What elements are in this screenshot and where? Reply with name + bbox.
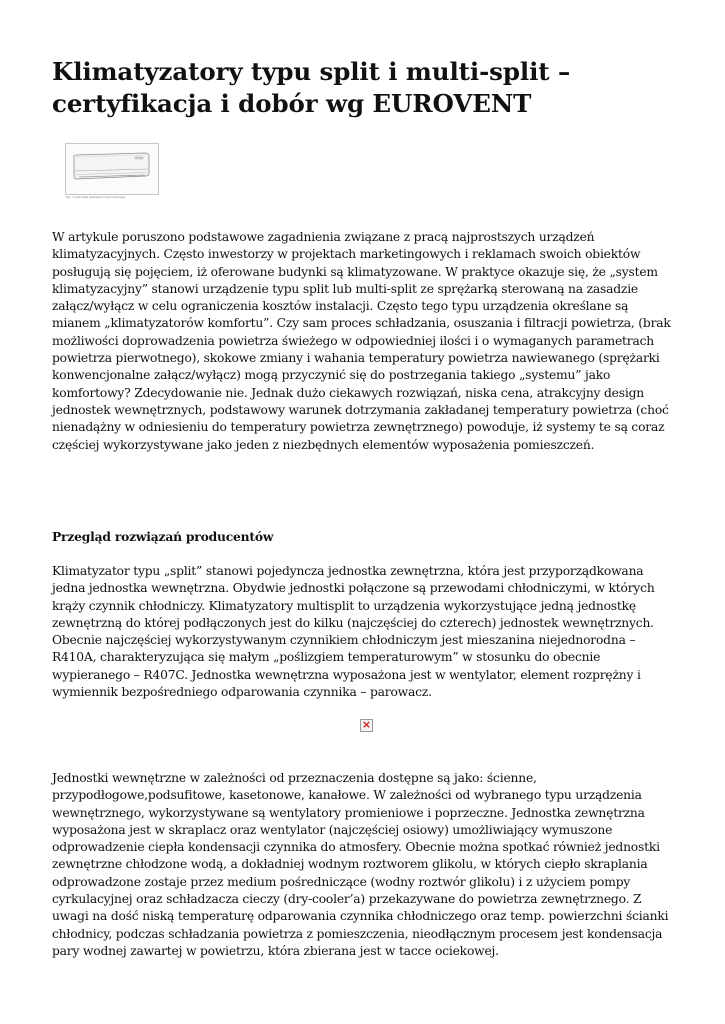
section-heading: Przegląd rozwiązań producentów <box>52 529 274 544</box>
section-paragraph-1: Klimatyzator typu „split” stanowi pojedyncza jednostka zewnętrzna, która jest przyporządkowana jedna jednostka wewnętrzna. Obydwie jednostki połączone są przewodami chłodniczymi, w których krąży czynnik chłodniczy. Klimatyzatory multisplit to urządzenia wykorzystujące jedną jednostkę zewnętrzną do której podłączonych jest do kilku (najczęściej do czterech) jednostek wewnętrznych. Obecnie najczęściej wykorzystywanym czynnikiem chłodniczym jest mieszanina niejednorodna – R410A, charakteryzująca się małym „poślizgiem temperaturowym” w stosunku do obecnie wypieranego – R407C. Jednostka wewnętrzna wyposażona jest w wentylator, element rozprężny i wymiennik bezpośredniego odparowania czynnika – parowacz. <box>52 564 655 700</box>
figure-caption: Rys. 1. Jednostka wewnętrzna typu ściennego <box>66 196 126 199</box>
air-conditioner-unit-image <box>71 151 151 187</box>
broken-image-cross: × <box>361 718 372 731</box>
article-figure <box>65 143 159 205</box>
intro-paragraph: W artykule poruszono podstawowe zagadnienia związane z pracą najprostszych urządzeń klimatyzacyjnych. Często inwestorzy w projektach marketingowych i reklamach swoich obiektów posługują się pojęciem, iż oferowane budynki są klimatyzowane. W praktyce okazuje się, że „system klimatyzacyjny” stanowi urządzenie typu split lub multi-split ze sprężarką sterowaną na zasadzie załącz/wyłącz w celu ograniczenia kosztów instalacji. Często tego typu urządzenia określane są mianem „klimatyzatorów komfortu”. Czy sam proces schładzania, osuszania i filtracji powietrza, (brak możliwości doprowadzenia powietrza świeżego w odpowiedniej ilości i o wymaganych parametrach powietrza pierwotnego), skokowe zmiany i wahania temperatury powietrza nawiewanego (sprężarki konwencjonalne załącz/wyłącz) mogą przyczynić się do postrzegania takiego „systemu” jako komfortowy? Zdecydowanie nie. Jednak dużo ciekawych rozwiązań, niska cena, atrakcyjny design jednostek wewnętrznych, podstawowy warunek dotrzymania zakładanej temperatury powietrza (choć nienadążny w odniesieniu do temperatury powietrza zewnętrznego) powoduje, iż systemy te są coraz częściej wykorzystywane jako jeden z niezbędnych elementów wyposażenia pomieszczeń. <box>52 230 671 452</box>
section-paragraph-2: Jednostki wewnętrzne w zależności od przeznaczenia dostępne są jako: ścienne, przypodłogowe,podsufitowe, kasetonowe, kanałowe. W zależności od wybranego typu urządzenia wewnętrznego, wykorzystywane są wentylatory promieniowe i poprzeczne. Jednostka zewnętrzna wyposażona jest w skraplacz oraz wentylator (najczęściej osiowy) umożliwiający wymuszone odprowadzenie ciepła kondensacji czynnika do atmosfery. Obecnie można spotkać również jednostki zewnętrzne chłodzone wodą, a dokładniej wodnym roztworem glikolu, w których ciepło skraplania odprowadzone zostaje przez medium pośredniczące (wodny roztwór glikolu) i z użyciem pompy cyrkulacyjnej oraz schładzacza cieczy (dry-cooler’a) przekazywane do powietrza zewnętrznego. Z uwagi na dość niską temperaturę odparowania czynnika chłodniczego oraz temp. powierzchni ścianki chłodnicy, podczas schładzania powietrza z pomieszczenia, nieodłącznym procesem jest kondensacja pary wodnej zawartej w powietrzu, która zbierana jest w tacce ociekowej. <box>52 771 669 958</box>
broken-image-icon <box>360 719 373 732</box>
article-title: Klimatyzatory typu split i multi-split – certyfikacja i dobór wg EUROVENT <box>52 57 571 118</box>
